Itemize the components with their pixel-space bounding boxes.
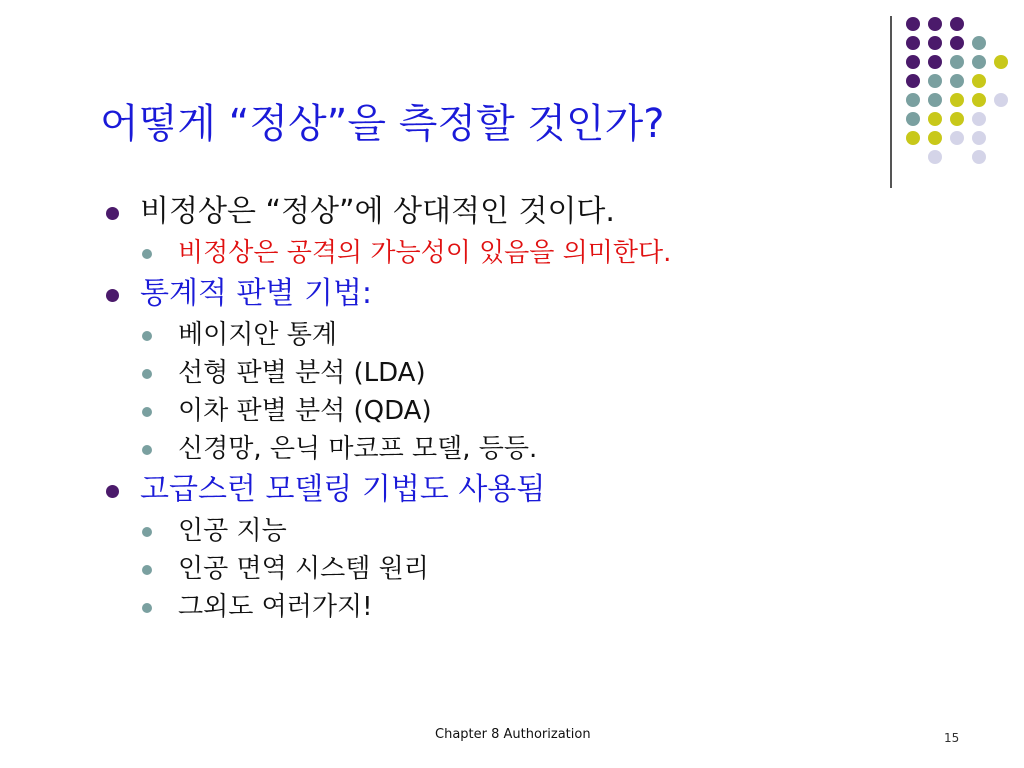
decor-dot xyxy=(928,17,942,31)
bullet-level1 xyxy=(100,272,900,316)
sub-bullet-dot-icon xyxy=(142,331,152,341)
bullet-text: 인공 지능 xyxy=(178,516,287,546)
bullet-text: 인공 면역 시스템 원리 xyxy=(178,554,429,584)
bullet-text: 선형 판별 분석 (LDA) xyxy=(178,358,426,388)
bullet-level1 xyxy=(100,190,900,234)
bullet-level2 xyxy=(100,354,900,392)
bullet-text: 고급스런 모델링 기법도 사용됨 xyxy=(140,472,546,507)
bullet-level2 xyxy=(100,588,900,626)
decor-dot xyxy=(906,93,920,107)
sub-bullet-dot-icon xyxy=(142,603,152,613)
sub-bullet-dot-icon xyxy=(142,407,152,417)
decor-dot xyxy=(928,93,942,107)
decor-dot xyxy=(994,93,1008,107)
decor-dot xyxy=(950,55,964,69)
decor-dot xyxy=(906,17,920,31)
decor-dot xyxy=(928,131,942,145)
bullet-level2 xyxy=(100,550,900,588)
bullet-list xyxy=(100,190,900,626)
slide-footer: Chapter 8 Authorization xyxy=(435,727,591,742)
sub-bullet-dot-icon xyxy=(142,565,152,575)
decor-dot xyxy=(972,55,986,69)
bullet-level2 xyxy=(100,512,900,550)
bullet-level2 xyxy=(100,430,900,468)
bullet-dot-icon xyxy=(106,289,119,302)
decor-dot xyxy=(928,74,942,88)
sub-bullet-dot-icon xyxy=(142,249,152,259)
decor-dot xyxy=(972,131,986,145)
sub-bullet-dot-icon xyxy=(142,369,152,379)
decor-dot xyxy=(928,150,942,164)
decor-dot xyxy=(906,112,920,126)
decor-dot xyxy=(950,112,964,126)
bullet-level2 xyxy=(100,392,900,430)
decor-dot xyxy=(906,131,920,145)
decor-dot xyxy=(950,36,964,50)
decor-dot xyxy=(972,74,986,88)
decor-dot xyxy=(972,112,986,126)
decor-dot xyxy=(906,55,920,69)
vertical-divider xyxy=(890,16,892,188)
bullet-text: 통계적 판별 기법: xyxy=(140,276,373,311)
sub-bullet-dot-icon xyxy=(142,527,152,537)
decor-dot xyxy=(928,55,942,69)
decor-dot xyxy=(994,55,1008,69)
decor-dot xyxy=(972,93,986,107)
decor-dot xyxy=(950,17,964,31)
bullet-text: 그외도 여러가지! xyxy=(178,592,373,622)
bullet-text: 비정상은 “정상”에 상대적인 것이다. xyxy=(140,194,615,229)
bullet-text: 비정상은 공격의 가능성이 있음을 의미한다. xyxy=(178,238,672,268)
page-number: 15 xyxy=(944,731,960,745)
bullet-text: 이차 판별 분석 (QDA) xyxy=(178,396,432,426)
bullet-level1 xyxy=(100,468,900,512)
decor-dot xyxy=(928,112,942,126)
bullet-level2 xyxy=(100,316,900,354)
decor-dot xyxy=(972,150,986,164)
bullet-dot-icon xyxy=(106,207,119,220)
bullet-text: 신경망, 은닉 마코프 모델, 등등. xyxy=(178,434,538,464)
decor-dot xyxy=(906,36,920,50)
decor-dot xyxy=(928,36,942,50)
decor-dot xyxy=(950,74,964,88)
bullet-level2 xyxy=(100,234,900,272)
bullet-text: 베이지안 통계 xyxy=(178,320,337,350)
decor-dot xyxy=(906,74,920,88)
bullet-dot-icon xyxy=(106,485,119,498)
decor-dot xyxy=(950,131,964,145)
slide-title: 어떻게 “정상”을 측정할 것인가? xyxy=(100,101,665,147)
decor-dot xyxy=(950,93,964,107)
decor-dot xyxy=(972,36,986,50)
sub-bullet-dot-icon xyxy=(142,445,152,455)
